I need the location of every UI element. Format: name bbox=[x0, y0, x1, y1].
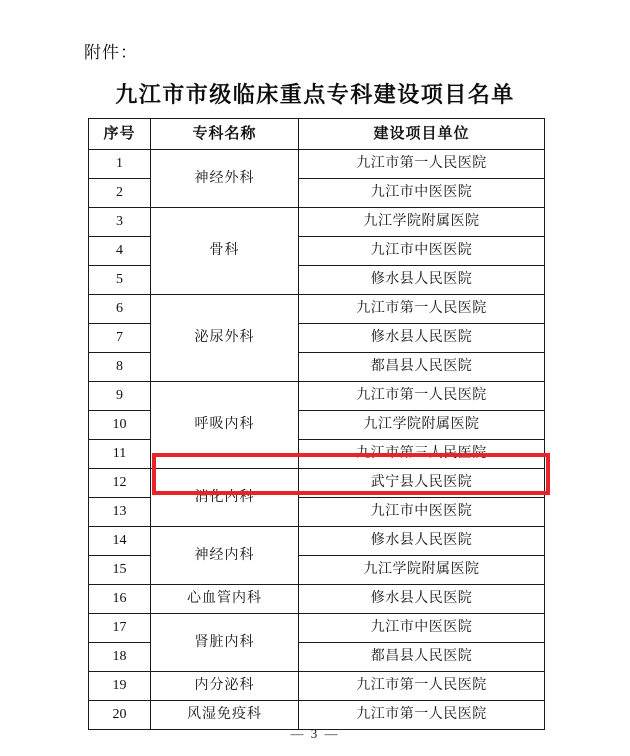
cell-no: 19 bbox=[89, 672, 151, 701]
table-header-row bbox=[89, 119, 545, 150]
table-row bbox=[89, 150, 545, 179]
table-row bbox=[89, 527, 545, 556]
cell-no: 20 bbox=[89, 701, 151, 730]
cell-no: 16 bbox=[89, 585, 151, 614]
cell-no: 7 bbox=[89, 324, 151, 353]
cell-unit: 九江市第三人民医院 bbox=[299, 440, 545, 469]
cell-unit: 九江学院附属医院 bbox=[299, 208, 545, 237]
cell-specialty: 心血管内科 bbox=[151, 585, 299, 614]
cell-specialty: 风湿免疫科 bbox=[151, 701, 299, 730]
cell-unit: 九江市第一人民医院 bbox=[299, 672, 545, 701]
cell-unit: 九江市中医医院 bbox=[299, 614, 545, 643]
table-row bbox=[89, 672, 545, 701]
column-header-specialty: 专科名称 bbox=[151, 119, 299, 150]
attachment-label: 附件： bbox=[84, 43, 138, 62]
cell-unit: 九江学院附属医院 bbox=[299, 411, 545, 440]
cell-no: 6 bbox=[89, 295, 151, 324]
table-row bbox=[89, 295, 545, 324]
cell-specialty: 呼吸内科 bbox=[151, 382, 299, 469]
specialty-table-wrap bbox=[88, 118, 544, 730]
cell-no: 1 bbox=[89, 150, 151, 179]
table-row bbox=[89, 585, 545, 614]
cell-unit: 九江市中医医院 bbox=[299, 498, 545, 527]
cell-specialty: 泌尿外科 bbox=[151, 295, 299, 382]
cell-specialty: 内分泌科 bbox=[151, 672, 299, 701]
cell-no: 9 bbox=[89, 382, 151, 411]
table-header bbox=[89, 119, 545, 150]
table-row bbox=[89, 469, 545, 498]
cell-unit: 修水县人民医院 bbox=[299, 324, 545, 353]
page-title: 九江市市级临床重点专科建设项目名单 bbox=[115, 82, 515, 107]
table-body bbox=[89, 150, 545, 730]
cell-unit: 九江市第一人民医院 bbox=[299, 295, 545, 324]
cell-unit: 九江市第一人民医院 bbox=[299, 701, 545, 730]
cell-unit: 九江市第一人民医院 bbox=[299, 382, 545, 411]
cell-unit: 九江市中医医院 bbox=[299, 179, 545, 208]
specialty-table bbox=[88, 118, 545, 730]
cell-no: 2 bbox=[89, 179, 151, 208]
cell-unit: 修水县人民医院 bbox=[299, 585, 545, 614]
cell-specialty: 骨科 bbox=[151, 208, 299, 295]
cell-no: 12 bbox=[89, 469, 151, 498]
table-row bbox=[89, 382, 545, 411]
table-row bbox=[89, 614, 545, 643]
cell-no: 13 bbox=[89, 498, 151, 527]
page-number: — 3 — bbox=[290, 726, 340, 741]
table-row bbox=[89, 208, 545, 237]
cell-specialty: 消化内科 bbox=[151, 469, 299, 527]
cell-no: 15 bbox=[89, 556, 151, 585]
cell-specialty: 神经外科 bbox=[151, 150, 299, 208]
cell-specialty: 神经内科 bbox=[151, 527, 299, 585]
cell-no: 18 bbox=[89, 643, 151, 672]
cell-unit: 修水县人民医院 bbox=[299, 266, 545, 295]
cell-unit: 九江学院附属医院 bbox=[299, 556, 545, 585]
cell-specialty: 肾脏内科 bbox=[151, 614, 299, 672]
cell-no: 11 bbox=[89, 440, 151, 469]
cell-no: 10 bbox=[89, 411, 151, 440]
cell-unit: 都昌县人民医院 bbox=[299, 353, 545, 382]
cell-unit: 九江市第一人民医院 bbox=[299, 150, 545, 179]
cell-no: 3 bbox=[89, 208, 151, 237]
cell-unit: 武宁县人民医院 bbox=[299, 469, 545, 498]
cell-no: 5 bbox=[89, 266, 151, 295]
column-header-no: 序号 bbox=[89, 119, 151, 150]
column-header-unit: 建设项目单位 bbox=[299, 119, 545, 150]
cell-no: 4 bbox=[89, 237, 151, 266]
cell-unit: 都昌县人民医院 bbox=[299, 643, 545, 672]
cell-no: 17 bbox=[89, 614, 151, 643]
cell-no: 8 bbox=[89, 353, 151, 382]
cell-unit: 九江市中医医院 bbox=[299, 237, 545, 266]
cell-unit: 修水县人民医院 bbox=[299, 527, 545, 556]
cell-no: 14 bbox=[89, 527, 151, 556]
